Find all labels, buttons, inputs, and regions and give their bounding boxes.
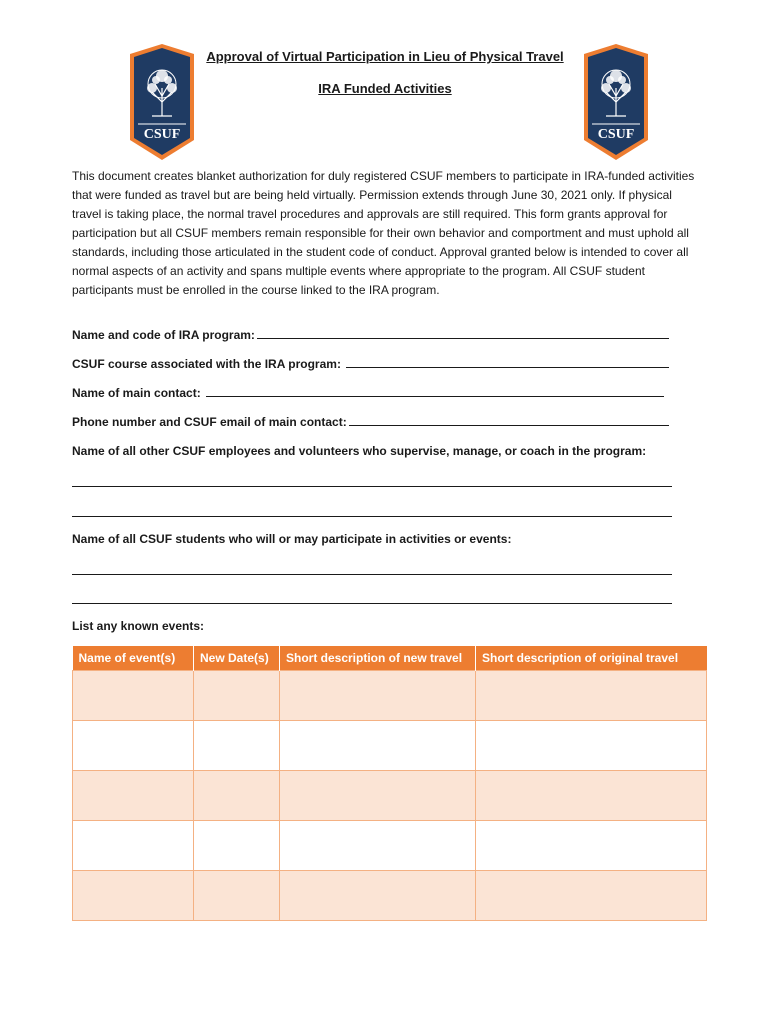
- column-header: Short description of new travel: [280, 646, 476, 671]
- table-row: [73, 671, 707, 721]
- field-main-contact: [72, 385, 664, 400]
- field-label: Phone number and CSUF email of main contact:: [72, 415, 347, 429]
- table-row: [73, 771, 707, 821]
- table-cell[interactable]: [280, 721, 476, 771]
- column-header: Name of event(s): [73, 646, 194, 671]
- field-events: [72, 619, 204, 633]
- field-label: Name of all CSUF students who will or may participate in activities or events:: [72, 532, 512, 546]
- employees-line-1[interactable]: [72, 486, 672, 487]
- document-subtitle: IRA Funded Activities: [318, 81, 452, 96]
- table-cell[interactable]: [476, 821, 707, 871]
- students-line-2[interactable]: [72, 603, 672, 604]
- table-cell[interactable]: [476, 771, 707, 821]
- column-header: Short description of original travel: [476, 646, 707, 671]
- table-cell[interactable]: [73, 871, 194, 921]
- events-table: [72, 646, 707, 921]
- table-cell[interactable]: [194, 721, 280, 771]
- program-name-input[interactable]: [257, 327, 669, 339]
- field-program-name: [72, 327, 669, 342]
- table-cell[interactable]: [280, 771, 476, 821]
- field-label: List any known events:: [72, 619, 205, 633]
- table-cell[interactable]: [194, 871, 280, 921]
- field-employees: [72, 444, 646, 458]
- field-label: CSUF course associated with the IRA program:: [72, 357, 345, 371]
- svg-text:CSUF: CSUF: [597, 127, 635, 142]
- table-row: [73, 821, 707, 871]
- table-row: [73, 871, 707, 921]
- table-cell[interactable]: [73, 671, 194, 721]
- field-contact-info: [72, 414, 669, 429]
- field-label: Name and code of IRA program:: [72, 328, 255, 342]
- students-line-1[interactable]: [72, 574, 672, 575]
- field-students: [72, 532, 511, 546]
- employees-line-2[interactable]: [72, 516, 672, 517]
- column-header: New Date(s): [194, 646, 280, 671]
- intro-paragraph: This document creates blanket authorization for duly registered CSUF members to participate in IRA-funded activities that were funded as travel but are being held virtually. Permission extends through June 30, 2021 only. If physical travel is taking place, the normal travel procedures and approvals are still required. This form grants approval for participation but all CSUF members remain responsible for their own behavior and comportment and must uphold all standards, including those articulated in the student code of conduct. Approval granted below is intended to cover all normal aspects of an activity and spans multiple events where appropriate to the program. All CSUF student participants must be enrolled in the course linked to the IRA program.: [72, 169, 695, 297]
- table-cell[interactable]: [194, 671, 280, 721]
- table-row: [73, 721, 707, 771]
- table-cell[interactable]: [476, 871, 707, 921]
- table-cell[interactable]: [280, 871, 476, 921]
- document-title: Approval of Virtual Participation in Lieu of Physical Travel: [206, 49, 564, 64]
- table-cell[interactable]: [194, 771, 280, 821]
- table-cell[interactable]: [476, 671, 707, 721]
- table-cell[interactable]: [73, 771, 194, 821]
- field-label: Name of all other CSUF employees and volunteers who supervise, manage, or coach in the program:: [72, 444, 647, 458]
- course-input[interactable]: [346, 356, 669, 368]
- table-cell[interactable]: [476, 721, 707, 771]
- contact-info-input[interactable]: [349, 414, 669, 426]
- table-cell[interactable]: [280, 671, 476, 721]
- field-label: Name of main contact:: [72, 386, 205, 400]
- table-cell[interactable]: [73, 821, 194, 871]
- table-cell[interactable]: [73, 721, 194, 771]
- table-cell[interactable]: [194, 821, 280, 871]
- table-header-row: [73, 646, 707, 671]
- table-cell[interactable]: [280, 821, 476, 871]
- main-contact-input[interactable]: [206, 385, 664, 397]
- field-course: [72, 356, 669, 371]
- svg-text:CSUF: CSUF: [143, 127, 181, 142]
